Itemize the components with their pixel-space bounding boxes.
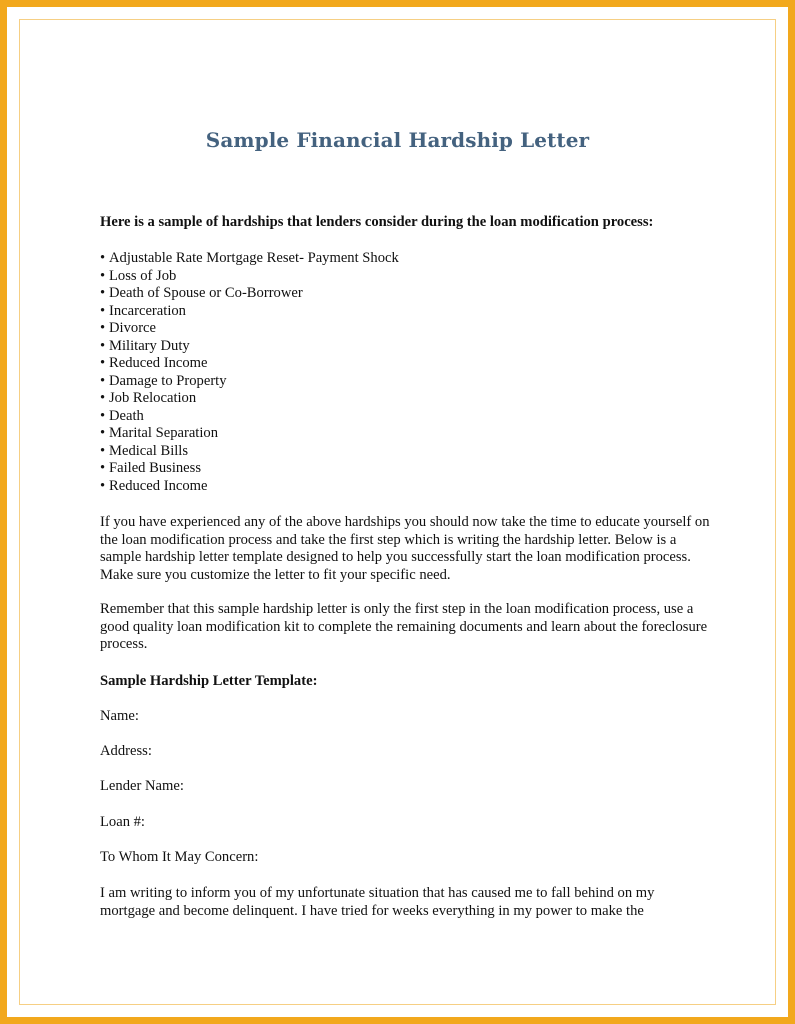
list-item: • Adjustable Rate Mortgage Reset- Payment Shock — [100, 250, 399, 268]
list-item: • Divorce — [100, 320, 399, 338]
field-loan-number: Loan #: — [100, 814, 145, 830]
list-item: • Incarceration — [100, 303, 399, 321]
hardship-list — [100, 250, 399, 495]
paragraph-remember: Remember that this sample hardship letter is only the first step in the loan modification process, use a good quality loan modification kit to complete the remaining documents and learn about the foreclosure process. — [100, 601, 708, 652]
document-title: Sample Financial Hardship Letter — [205, 128, 590, 152]
list-item: • Job Relocation — [100, 390, 399, 408]
list-item: • Loss of Job — [100, 268, 399, 286]
field-address: Address: — [100, 743, 152, 759]
list-item: • Death of Spouse or Co-Borrower — [100, 285, 399, 303]
list-item: • Failed Business — [100, 460, 399, 478]
list-item: • Damage to Property — [100, 373, 399, 391]
template-heading: Sample Hardship Letter Template: — [100, 673, 318, 689]
list-item: • Death — [100, 408, 399, 426]
salutation: To Whom It May Concern: — [100, 849, 259, 865]
list-item: • Medical Bills — [100, 443, 399, 461]
list-item: • Military Duty — [100, 338, 399, 356]
paragraph-letter-body: I am writing to inform you of my unfortunate situation that has caused me to fall behind on my mortgage and become delinquent. I have tried for weeks everything in my power to make the — [100, 885, 655, 919]
paragraph-educate: If you have experienced any of the above hardships you should now take the time to educate yourself on the loan modification process and take the first step which is writing the hardship letter. Below is a sample hardship letter template designed to help you successfully start the loan modification process. Make sure you customize the letter to fit your specific need. — [100, 514, 710, 583]
intro-heading: Here is a sample of hardships that lenders consider during the loan modification process: — [100, 214, 654, 230]
list-item: • Marital Separation — [100, 425, 399, 443]
field-name: Name: — [100, 708, 139, 724]
field-lender-name: Lender Name: — [100, 778, 184, 794]
list-item: • Reduced Income — [100, 478, 399, 496]
list-item: • Reduced Income — [100, 355, 399, 373]
